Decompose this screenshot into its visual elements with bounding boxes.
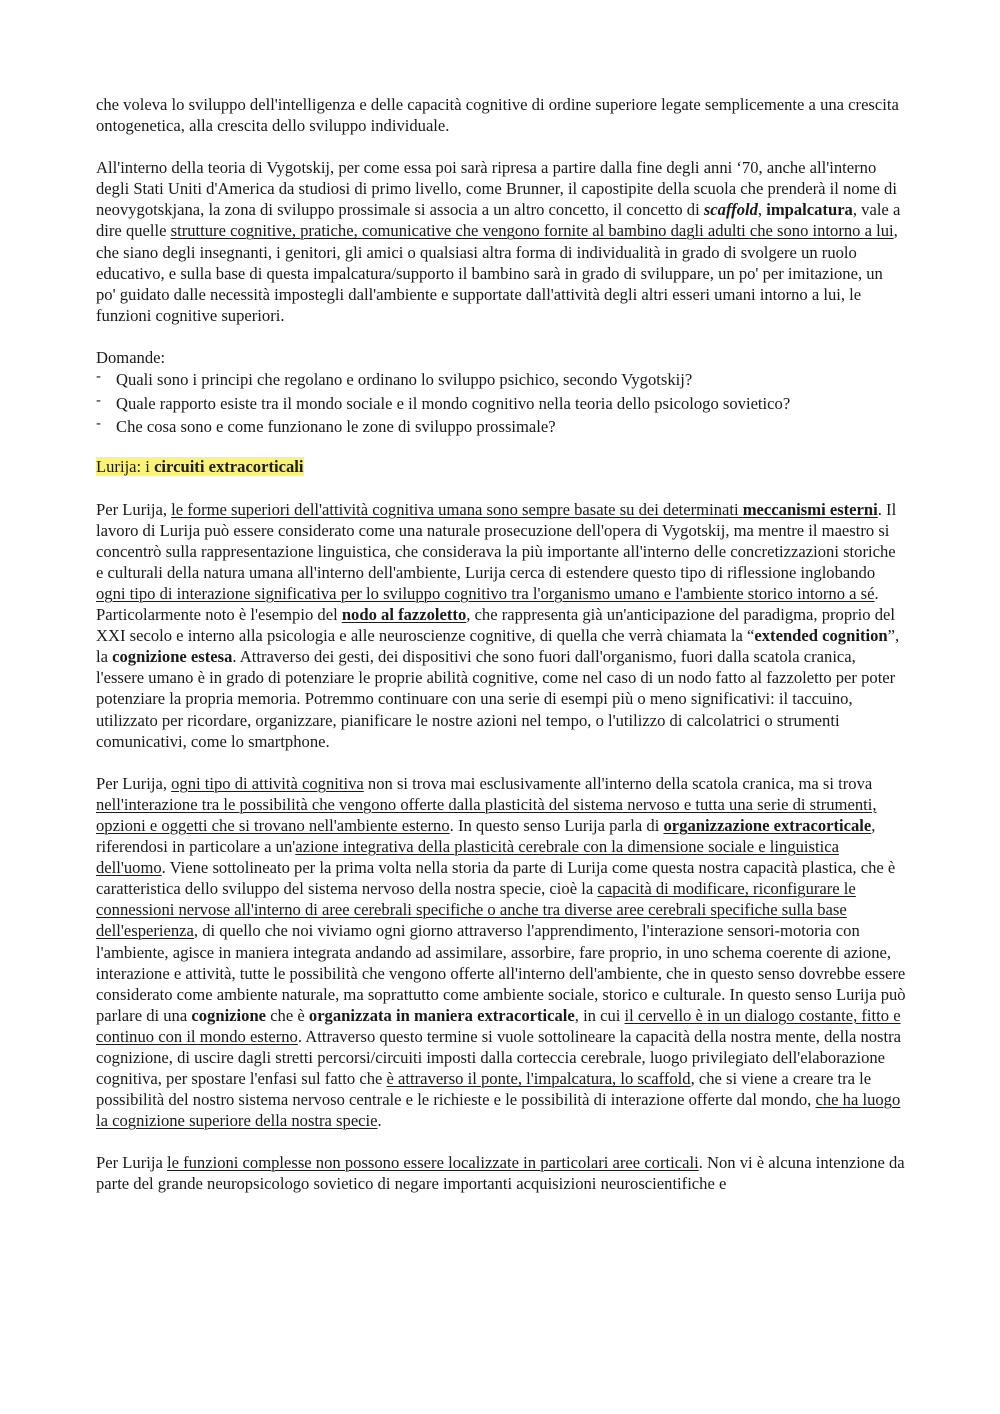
term-extended-cognition: extended cognition xyxy=(754,626,888,646)
term-scaffold: scaffold xyxy=(703,200,758,220)
underlined-phrase: nell'interazione tra le possibilità che vengono offerte dalla plasticità del sistema nervoso e tutta una serie di strumenti, opzioni e oggetti che si trovano nell'ambiente esterno xyxy=(96,794,877,835)
document-page xyxy=(96,94,906,1195)
underlined-phrase: le forme superiori dell'attività cognitiva umana sono sempre basate su dei determinati xyxy=(171,499,743,519)
paragraph-lurija-extracorticale: Per Lurija, ogni tipo di attività cognitiva non si trova mai esclusivamente all'interno della scatola cranica, ma si trova nell'interazione tra le possibilità che vengono offerte dalla plasticità del sistema nervoso e tutta una serie di strumenti, opzioni e oggetti che si trovano nell'ambiente esterno. In questo senso Lurija parla di organizzazione extracorticale, riferendosi in particolare a un'azione integrativa della plasticità cerebrale con la dimensione sociale e linguistica dell'uomo. Viene sottolineato per la prima volta nella storia da parte di Lurija come questa nostra capacità plastica, che è caratteristica dello sviluppo del sistema nervoso della nostra specie, cioè la capacità di modificare, riconfigurare le connessioni nervose all'interno di aree cerebrali specifiche o anche tra diverse aree cerebrali specifiche sulla base dell'esperienza, di quello che noi viviamo ogni giorno attraverso l'apprendimento, l'interazione sensori-motoria con l'ambiente, agisce in maniera integrata andando ad assimilare, assorbire, fare proprio, in uno schema coerente di azione, interazione e attività, tutte le possibilità che vengono offerte all'interno dell'ambiente, che in questo senso dovrebbe essere considerato come ambiente naturale, ma soprattutto come ambiente sociale, storico e culturale. In questo senso Lurija può parlare di una cognizione che è organizzata in maniera extracorticale, in cui il cervello è in un dialogo costante, fitto e continuo con il mondo esterno. Attraverso questo termine si vuole sottolineare la capacità della nostra mente, della nostra cognizione, di uscire dagli stretti percorsi/circuiti imposti dalla corteccia cerebrale, luogo privilegiato dell'elaborazione cognitiva, per spostare l'enfasi sul fatto che è attraverso il ponte, l'impalcatura, lo scaffold, che si viene a creare tra le possibilità del nostro sistema nervoso centrale e le richieste e le possibilità di interazione offerte dal mondo, che ha luogo la cognizione superiore della nostra specie. xyxy=(96,773,906,1131)
underlined-phrase: strutture cognitive, pratiche, comunicative che vengono fornite al bambino dagli adulti che sono intorno a lui xyxy=(170,221,894,241)
underlined-phrase: capacità di modificare, riconfigurare le connessioni nervose all'interno di aree cerebrali specifiche o anche tra diverse aree cerebrali specifiche sulla base dell'esperienza xyxy=(96,879,856,941)
paragraph-intro-continuation: che voleva lo sviluppo dell'intelligenza e delle capacità cognitive di ordine superiore legate semplicemente a una crescita ontogenetica, alla crescita dello sviluppo individuale. xyxy=(96,95,899,136)
paragraph-lurija-meccanismi: Per Lurija, le forme superiori dell'attività cognitiva umana sono sempre basate su dei determinati meccanismi esterni. Il lavoro di Lurija può essere considerato come una naturale prosecuzione dell'opera di Vygotskij, ma mentre il maestro si concentrò sulla rappresentazione linguistica, che considerava la più importante all'interno delle concretizzazioni storiche e culturali della natura umana all'interno dell'ambiente, Lurija cerca di estendere questo tipo di riflessione inglobando ogni tipo di interazione significativa per lo sviluppo cognitivo tra l'organismo umano e l'ambiente storico intorno a sé. Particolarmente noto è l'esempio del nodo al fazzoletto, che rappresenta già un'anticipazione del paradigma, proprio del XXI secolo e interno alla psicologia e alle neuroscienze cognitive, di quella che verrà chiamata la “extended cognition”, la cognizione estesa. Attraverso dei gesti, dei dispositivi che sono fuori dall'organismo, fuori dalla scatola cranica, l'essere umano è in grado di potenziare le proprie abilità cognitive, come nel caso di un nodo fatto al fazzoletto per poter potenziare la propria memoria. Potremmo continuare con una serie di esempi più o meno significativi: il taccuino, utilizzato per ricordare, organizzare, pianificare le nostre azioni nel tempo, o l'utilizzo di calcolatrici o strumenti comunicativi, come lo smartphone. xyxy=(96,499,900,751)
question-item: - Quali sono i principi che regolano e ordinano lo sviluppo psichico, secondo Vygotskij? xyxy=(96,368,906,392)
questions-list xyxy=(96,368,906,439)
term-impalcatura: impalcatura xyxy=(766,200,853,220)
term-organizzazione-extracorticale: organizzazione extracorticale xyxy=(663,815,872,835)
question-item: - Che cosa sono e come funzionano le zone di sviluppo prossimale? xyxy=(96,415,906,439)
term-meccanismi-esterni: meccanismi esterni xyxy=(742,499,878,519)
dash-bullet-icon: - xyxy=(96,369,102,386)
underlined-phrase: azione integrativa della plasticità cerebrale con la dimensione sociale e linguistica dell'uomo xyxy=(96,837,839,878)
underlined-phrase: ogni tipo di attività cognitiva xyxy=(171,773,364,793)
paragraph-lurija-funzioni: Per Lurija le funzioni complesse non possono essere localizzate in particolari aree corticali. Non vi è alcuna intenzione da parte del grande neuropsicologo sovietico di negare importanti acquisizioni neuroscientifiche e xyxy=(96,1153,905,1194)
highlighted-heading: Lurija: i circuiti extracorticali xyxy=(96,456,304,476)
underlined-phrase: è attraverso il ponte, l'impalcatura, lo scaffold xyxy=(386,1069,691,1089)
underlined-phrase: il cervello è in un dialogo costante, fitto e continuo con il mondo esterno xyxy=(96,1005,901,1046)
term-organizzata-extracorticale: organizzata in maniera extracorticale xyxy=(308,1005,575,1025)
underlined-phrase: le funzioni complesse non possono essere localizzate in particolari aree corticali xyxy=(166,1153,699,1173)
dash-bullet-icon: - xyxy=(96,392,102,409)
dash-bullet-icon: - xyxy=(96,416,102,433)
term-cognizione: cognizione xyxy=(191,1005,267,1025)
underlined-phrase: ogni tipo di interazione significativa per lo sviluppo cognitivo tra l'organismo umano e l'ambiente storico intorno a sé xyxy=(96,584,875,603)
questions-heading: Domande: xyxy=(96,347,166,367)
question-item: - Quale rapporto esiste tra il mondo sociale e il mondo cognitivo nella teoria dello psicologo sovietico? xyxy=(96,392,906,416)
term-cognizione-estesa: cognizione estesa xyxy=(112,647,233,667)
section-heading xyxy=(96,456,906,477)
term-nodo-al-fazzoletto: nodo al fazzoletto xyxy=(341,605,467,625)
underlined-phrase: che ha luogo la cognizione superiore della nostra specie xyxy=(96,1090,901,1131)
paragraph-scaffold: All'interno della teoria di Vygotskij, per come essa poi sarà ripresa a partire dalla fine degli anni ‘70, anche all'interno degli Stati Uniti d'America da studiosi di primo livello, come Brunner, il capostipite della scuola che prenderà il nome di neovygotskjana, la zona di sviluppo prossimale si associa a un altro concetto, il concetto di scaffold, impalcatura, vale a dire quelle strutture cognitive, pratiche, comunicative che vengono fornite al bambino dagli adulti che sono intorno a lui, che siano degli insegnanti, i genitori, gli amici o qualsiasi altra forma di individualità in grado di svolgere un ruolo educativo, e sulla base di questa impalcatura/supporto il bambino sarà in grado di sviluppare, un po' per imitazione, un po' guidato dalle necessità impostegli dall'ambiente e supportate dall'attività degli altri esseri umani intorno a lui, le funzioni cognitive superiori. xyxy=(96,158,901,325)
